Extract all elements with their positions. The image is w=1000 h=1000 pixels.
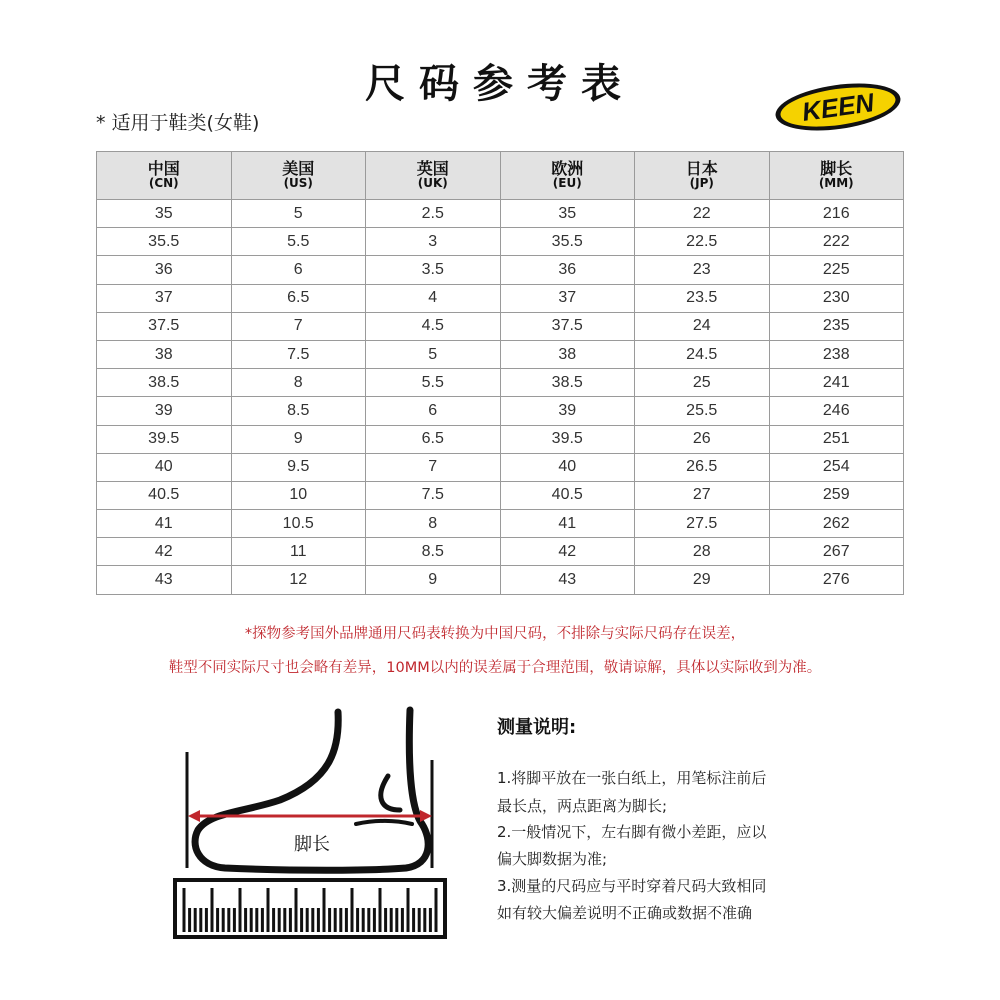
header-sub: (US) [283, 175, 313, 190]
header-sub: (MM) [818, 175, 854, 190]
table-cell: 5 [366, 340, 501, 368]
table-cell: 35 [500, 200, 635, 228]
logo-text: KEEN [800, 87, 876, 127]
table-cell: 276 [769, 566, 904, 594]
table-row [97, 453, 904, 481]
disclaimer-line-2: 鞋型不同实际尺寸也会略有差异，10MM以内的误差属于合理范围，敬请谅解，具体以实际收到为准。 [168, 660, 822, 676]
table-cell: 7.5 [231, 340, 366, 368]
table-row [97, 425, 904, 453]
table-cell: 11 [231, 538, 366, 566]
table-cell: 9 [231, 425, 366, 453]
table-cell: 40 [97, 453, 232, 481]
header-us [231, 152, 366, 200]
table-cell: 251 [769, 425, 904, 453]
header-label: 日本 [685, 158, 718, 178]
table-row [97, 284, 904, 312]
disclaimer-line-1: *探物参考国外品牌通用尺码表转换为中国尺码，不排除与实际尺码存在误差， [244, 626, 746, 642]
table-cell: 42 [500, 538, 635, 566]
header-eu [500, 152, 635, 200]
table-cell: 35.5 [97, 228, 232, 256]
header-sub: (CN) [148, 175, 179, 190]
table-cell: 7 [366, 453, 501, 481]
table-cell: 3.5 [366, 256, 501, 284]
table-cell: 38 [500, 340, 635, 368]
table-cell: 254 [769, 453, 904, 481]
table-cell: 4 [366, 284, 501, 312]
table-cell: 39 [500, 397, 635, 425]
howto-line: 偏大脚数据为准; [497, 850, 608, 868]
ruler-ticks [184, 888, 436, 932]
header-sub: (EU) [552, 175, 582, 190]
table-cell: 225 [769, 256, 904, 284]
header-mm [769, 152, 904, 200]
table-cell: 25.5 [635, 397, 770, 425]
table-cell: 7.5 [366, 481, 501, 509]
table-cell: 42 [97, 538, 232, 566]
table-cell: 27 [635, 481, 770, 509]
table-cell: 28 [635, 538, 770, 566]
table-cell: 5 [231, 200, 366, 228]
subtitle: * 适用于鞋类(女鞋) [96, 112, 260, 134]
table-cell: 10 [231, 481, 366, 509]
table-cell: 43 [500, 566, 635, 594]
table-cell: 8.5 [231, 397, 366, 425]
table-cell: 9.5 [231, 453, 366, 481]
ruler-frame [175, 880, 445, 937]
table-cell: 8.5 [366, 538, 501, 566]
table-cell: 38.5 [500, 369, 635, 397]
table-cell: 3 [366, 228, 501, 256]
table-cell: 8 [231, 369, 366, 397]
table-cell: 41 [97, 510, 232, 538]
table-cell: 241 [769, 369, 904, 397]
table-cell: 4.5 [366, 312, 501, 340]
table-row [97, 340, 904, 368]
table-cell: 38.5 [97, 369, 232, 397]
table-row [97, 256, 904, 284]
keen-logo [772, 82, 904, 132]
size-table [96, 151, 904, 595]
table-cell: 23 [635, 256, 770, 284]
table-cell: 35.5 [500, 228, 635, 256]
table-cell: 25 [635, 369, 770, 397]
foot-measure-diagram [170, 700, 460, 950]
table-cell: 5.5 [231, 228, 366, 256]
arrow-right-icon [420, 810, 432, 822]
page-title: 尺码参考表 [365, 61, 635, 107]
ankle-curve-icon [381, 776, 400, 810]
table-cell: 23.5 [635, 284, 770, 312]
table-cell: 37.5 [97, 312, 232, 340]
table-cell: 39.5 [500, 425, 635, 453]
header-label: 中国 [147, 158, 180, 178]
table-cell: 39.5 [97, 425, 232, 453]
table-cell: 43 [97, 566, 232, 594]
header-label: 英国 [416, 158, 449, 178]
table-cell: 29 [635, 566, 770, 594]
header-label: 欧洲 [551, 158, 584, 178]
table-cell: 238 [769, 340, 904, 368]
table-cell: 222 [769, 228, 904, 256]
table-cell: 39 [97, 397, 232, 425]
table-cell: 36 [500, 256, 635, 284]
table-cell: 35 [97, 200, 232, 228]
table-cell: 230 [769, 284, 904, 312]
table-cell: 216 [769, 200, 904, 228]
table-cell: 26.5 [635, 453, 770, 481]
table-cell: 22.5 [635, 228, 770, 256]
table-cell: 235 [769, 312, 904, 340]
table-cell: 10.5 [231, 510, 366, 538]
header-sub: (JP) [689, 175, 714, 190]
howto-title: 测量说明: [497, 717, 577, 738]
table-cell: 40.5 [500, 481, 635, 509]
howto-line: 2.一般情况下，左右脚有微小差距，应以 [497, 823, 767, 841]
table-cell: 6.5 [231, 284, 366, 312]
table-cell: 38 [97, 340, 232, 368]
table-row [97, 566, 904, 594]
arrow-left-icon [188, 810, 200, 822]
table-cell: 24 [635, 312, 770, 340]
table-row [97, 312, 904, 340]
table-cell: 40.5 [97, 481, 232, 509]
table-cell: 8 [366, 510, 501, 538]
table-cell: 5.5 [366, 369, 501, 397]
table-row [97, 481, 904, 509]
table-cell: 24.5 [635, 340, 770, 368]
table-cell: 40 [500, 453, 635, 481]
table-cell: 36 [97, 256, 232, 284]
table-cell: 12 [231, 566, 366, 594]
header-uk [366, 152, 501, 200]
size-table-body [97, 200, 904, 595]
table-cell: 6.5 [366, 425, 501, 453]
howto-line: 3.测量的尺码应与平时穿着尺码大致相同 [497, 877, 767, 895]
table-cell: 262 [769, 510, 904, 538]
howto-line: 如有较大偏差说明不正确或数据不准确 [497, 904, 753, 922]
table-cell: 6 [231, 256, 366, 284]
table-cell: 267 [769, 538, 904, 566]
table-cell: 27.5 [635, 510, 770, 538]
table-row [97, 200, 904, 228]
table-cell: 2.5 [366, 200, 501, 228]
table-row [97, 228, 904, 256]
header-cn [97, 152, 232, 200]
toe-line-icon [356, 821, 412, 824]
table-cell: 259 [769, 481, 904, 509]
table-row [97, 538, 904, 566]
table-cell: 37 [500, 284, 635, 312]
foot-length-label: 脚长 [294, 834, 330, 855]
header-label: 美国 [282, 158, 315, 178]
table-cell: 41 [500, 510, 635, 538]
table-cell: 26 [635, 425, 770, 453]
table-cell: 37 [97, 284, 232, 312]
howto-line: 最长点，两点距离为脚长; [497, 797, 668, 815]
table-cell: 6 [366, 397, 501, 425]
table-cell: 246 [769, 397, 904, 425]
table-cell: 22 [635, 200, 770, 228]
table-cell: 7 [231, 312, 366, 340]
table-row [97, 397, 904, 425]
table-header-row [97, 152, 904, 200]
header-label: 脚长 [820, 158, 853, 178]
table-cell: 9 [366, 566, 501, 594]
howto-line: 1.将脚平放在一张白纸上，用笔标注前后 [497, 769, 767, 787]
table-cell: 37.5 [500, 312, 635, 340]
header-jp [635, 152, 770, 200]
table-row [97, 510, 904, 538]
header-sub: (UK) [417, 175, 448, 190]
table-row [97, 369, 904, 397]
